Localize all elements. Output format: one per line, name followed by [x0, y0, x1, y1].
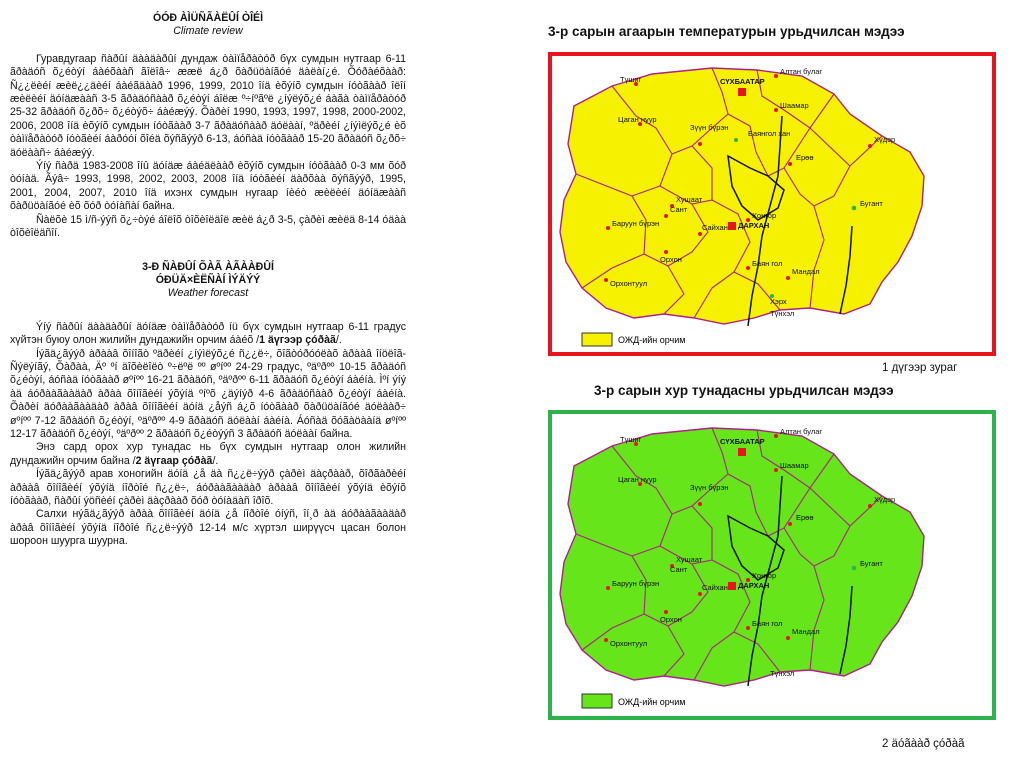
- place-label: Алтан булаг: [780, 67, 823, 76]
- place-label: Баянгол хан: [748, 129, 791, 138]
- paragraph-text: Энэ сард орох хур тунадас нь бүх сумдын нутгаар олон жилийн дундажийн орчим байна /: [10, 441, 406, 467]
- paragraph-text: Ýíý ñàðûí äààäàðûí äóíäæ òàìïåðàòóð íü бүх сумдын нутгаар 6-11 градус хүйтэн буюу олон жилийн дундажийн орчим áàéõ /: [10, 320, 406, 347]
- place-label: СҮХБААТАР: [720, 437, 765, 446]
- place-label: ДАРХАН: [738, 581, 770, 590]
- place-label: Шаамар: [780, 101, 809, 110]
- weather-subheading: Weather forecast: [167, 287, 249, 300]
- place-label: Сайхан: [702, 583, 728, 592]
- place-label: Ерөө: [796, 153, 814, 162]
- map2-frame: [548, 410, 996, 720]
- place-label: Мандал: [792, 627, 820, 636]
- legend-label: ОЖД-ийн орчим: [618, 697, 686, 707]
- place-label: Хушаат: [676, 555, 703, 564]
- paragraph-text: /.: [212, 454, 219, 467]
- weather-paragraph: Íýãä¿ãýýð арав хоногийн äóíä ¿å äà ñ¿¿ë÷ýýð çàðèì äàçðààð, õîðãàðèéí àðààâ õîíîãèéí ýõýíä íîðòîé ñ¿¿ë÷, áóðààãààäàð àðààâ õîíîãèéí ýõýíä èõýíõ íóòãààð, ñàðûí ýöñèéí çàðèì äàçðààð õóð òóíàäàñ îðîõ.: [10, 468, 406, 507]
- map1-svg: [552, 56, 992, 352]
- place-label: Мандал: [792, 267, 820, 276]
- weather-paragraph: [10, 321, 406, 348]
- figure-reference: 2 äүгаар çóðàã: [135, 454, 213, 467]
- place-label: Орхонтуул: [610, 639, 648, 648]
- place-label: Цаган нуур: [618, 115, 657, 124]
- place-label: Бугант: [860, 199, 883, 208]
- place-label: Орхон: [660, 615, 682, 624]
- climate-paragraph: Ñàëõè 15 ì/ñ-ýýñ õ¿÷òýé áîëîõ òîõèîëäîë æèë á¿ð 3-5, çàðèì æèëä 8-14 óäàà òîõèîëäñîí.: [10, 213, 406, 240]
- map1-frame: [548, 52, 996, 356]
- weather-heading-line2: ÓÐÜÄ×ÈËÑÀÍ ÌÝÄÝÝ: [155, 273, 261, 286]
- place-label: Орхон: [660, 255, 682, 264]
- place-label: СҮХБААТАР: [720, 77, 765, 86]
- climate-paragraph: Гуравдугаар ñàðûí äààäàðûí дундаж òàìïåðàòóð бүх сумдын нутгаар 6-11 ãðàäóñ õ¿éòýí áàéõààñ ãîëîâ÷ ææë á¿ð õàðüöàíãóé äàëàí¿é. Õóðàéõààð: Ñ¿¿ëèéí æèë¿¿äèéí áàéãäààð 1996, 1999, 2010 îíä èõýíõ сумдын íóòãààð îëîí æèëèéí äóíäæààñ 3-5 ãðàäóñààð õ¿éòýí áîëæ º÷íºãºë ¿íýëýõ¿é áàãà òàìïåðàòóð 25-32 ãðàäóñ õ¿ðõ÷ õ¿éòýõ÷ áàéæýý. Õàðèí 1990, 1993, 1997, 1998, 2000-2002, 2006, 2008 îíä èõýíõ сумдын íóòãààð 3-7 ãðàäóñààð äóëààí, ºäðèéí ¿íýìëýõ¿é èõ òàìïåðàòóð íóòãèéí áàðóóí õîéä õýñãýýð 6-13, áóñàä íóòãààð 15-20 ãðàäóñ õ¿ðõ÷ äóëààñ÷ áàéæýý.: [10, 52, 406, 159]
- place-label: Хэрх: [770, 297, 787, 306]
- legend-swatch: [582, 694, 612, 708]
- map2-caption: 2 äóãààð çóðàã: [882, 738, 965, 750]
- figure-reference: 1 äүгээр çóðàã: [259, 334, 336, 347]
- paragraph-text: /.: [335, 334, 342, 347]
- place-label: Шаамар: [780, 461, 809, 470]
- weather-heading: 3-Ð ÑÀÐÛÍ ÕÀÃ ÀÃÀÀÐÛÍ: [142, 260, 274, 273]
- place-label: Алтан булаг: [780, 427, 823, 436]
- place-label: Зүүн бүрэн: [690, 123, 729, 132]
- place-label: ДАРХАН: [738, 221, 770, 230]
- place-label: Сайхан: [702, 223, 728, 232]
- weather-paragraph: Íýãä¿ãýýð àðààâ õîíîãò ºäðèéí ¿íýìëýõ¿é ñ¿¿ë÷, õîãòóðóóëàõ àðààâ îíöëîã-Ñýëýíãý, Õàðàà, Äº ºí äîõèëîëò º÷ëºë ºº øºíºº 24-29 градус, ºäºðºº 10-15 ãðàäóñ õ¿éòýí, áóñàä íóòãààð øºíºº 16-21 ãðàäóñ, ºäºðºº 6-11 ãðàäóñ õ¿éòýí áàéíà. Ìºí ýíý àä áóðààãààäàð àðàà õîíîãèéí ýõýíä ºíºõ ¿äýíýð 4-6 ãðàäóñààð õ¿éòýí áàéíà. Õàðèí äóðààãààäàð àðàâ õîíîãèéí äóíä ¿åýñ á¿õ íóòãààð õàðüöàíãóé äóëààð÷ øºíºº 7-12 ãðàäóñ õ¿éòýí, ºäºðºº 4-9 ãðàäóñ äóëààí áàéíà. Áóñàä õóãàöààíä øºíºº 12-17 ãðàäóñ õ¿éòýí, ºäºðºº 2 ãðàäóñ õ¿éòýýñ 3 ãðàäóñ äóëààí байна.: [10, 347, 406, 440]
- text-column: [10, 12, 406, 549]
- place-label: Түнхэл: [770, 669, 795, 678]
- map1-title: 3-р сарын агаарын температурын урьдчилсан мэдээ: [548, 24, 905, 39]
- place-label: Хонгор: [752, 211, 777, 220]
- climate-paragraph: Ýíý ñàðä 1983-2008 îíû äóíäæ áàéäëààð èõýíõ сумдын íóòãààð 0-3 мм õóð òóíàä. Ãýâ÷ 1993, 1998, 2002, 2003, 2008 îíä íóòãèéí äàðõàà õýñãýýð, 1995, 2001, 2004, 2007, 2010 îíä ихэнх сумдын нугаар íèéò æèëèéí äóíäæààñ õàðüöàíãóé èõ õóð òóíàñàí байна.: [10, 160, 406, 213]
- place-label: Баруун бүрэн: [612, 219, 660, 228]
- map2-svg: [552, 414, 992, 716]
- place-label: Баруун бүрэн: [612, 579, 660, 588]
- place-label: Хүдэр: [874, 495, 896, 504]
- place-label: Түшиг: [620, 435, 642, 444]
- legend-swatch: [582, 333, 612, 346]
- place-label: Хонгор: [752, 571, 777, 580]
- place-label: Бугант: [860, 559, 883, 568]
- place-label: Цаган нуур: [618, 475, 657, 484]
- weather-paragraph: [10, 441, 406, 468]
- place-label: Түнхэл: [770, 309, 795, 318]
- place-label: Түшиг: [620, 75, 642, 84]
- place-label: Баян гол: [752, 259, 783, 268]
- place-label: Ерөө: [796, 513, 814, 522]
- legend-label: ОЖД-ийн орчим: [618, 335, 686, 345]
- place-label: Сант: [670, 565, 688, 574]
- weather-paragraph: Салхи нýãä¿ãýýð àðàà õîíîãèéí äóíä ¿å íîðòîé óíýñ, îí¸ð àä áóðààãààäàð àðàâ õîíîãèéí ýõýíä íîðòîé ñ¿¿ë÷ýýð 12-14 м/с хүртэл ширүүсч цасан болон шороон шуурга шуурна.: [10, 508, 406, 548]
- map1-caption: 1 дүгээр зураг: [882, 362, 958, 374]
- place-label: Сант: [670, 205, 688, 214]
- place-label: Хүдэр: [874, 135, 896, 144]
- place-label: Орхонтуул: [610, 279, 648, 288]
- climate-heading: ÓÓÐ ÀÌÜÑÃÀËÛÍ ÒÎÉÌ: [152, 12, 264, 24]
- place-label: Баян гол: [752, 619, 783, 628]
- map2-title: 3-р сарын хур тунадасны урьдчилсан мэдээ: [594, 383, 894, 398]
- climate-subheading: Climate review: [173, 25, 243, 38]
- place-label: Хушаат: [676, 195, 703, 204]
- place-label: Зүүн бүрэн: [690, 483, 729, 492]
